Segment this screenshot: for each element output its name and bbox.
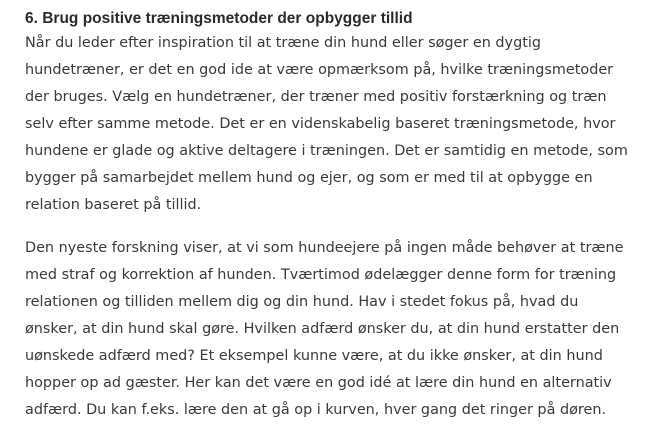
paragraph-line: relationen og tilliden mellem dig og din hund. Hav i stedet fokus på, hvad du	[25, 294, 579, 310]
paragraph-line: hopper op ad gæster. Her kan det være en god idé at lære din hund en alternativ	[25, 375, 612, 391]
paragraph-line: der bruges. Vælg en hundetræner, der træner med positiv forstærkning og træn	[25, 89, 607, 105]
paragraph-line: hundene er glade og aktive deltagere i træningen. Det er samtidig en metode, som	[25, 143, 628, 159]
paragraph-2	[25, 235, 665, 424]
paragraph-line: Den nyeste forskning viser, at vi som hundeejere på ingen måde behøver at træne	[25, 240, 624, 256]
paragraph-line: relation baseret på tillid.	[25, 197, 202, 213]
section-heading: 6. Brug positive træningsmetoder der opbygger tillid	[25, 10, 413, 27]
paragraph-line: ønsker, at din hund skal gøre. Hvilken adfærd ønsker du, at din hund erstatter den	[25, 321, 620, 337]
article-section	[25, 8, 665, 424]
paragraph-line: adfærd. Du kan f.eks. lære den at gå op i kurven, hver gang det ringer på døren.	[25, 402, 607, 418]
paragraph-1	[25, 30, 665, 219]
paragraph-line: selv efter samme metode. Det er en videnskabelig baseret træningsmetode, hvor	[25, 116, 616, 132]
paragraph-line: Når du leder efter inspiration til at træne din hund eller søger en dygtig	[25, 35, 541, 51]
paragraph-line: bygger på samarbejdet mellem hund og ejer, og som er med til at opbygge en	[25, 170, 593, 186]
paragraph-line: uønskede adfærd med? Et eksempel kunne være, at du ikke ønsker, at din hund	[25, 348, 603, 364]
paragraph-line: hundetræner, er det en god ide at være opmærksom på, hvilke træningsmetoder	[25, 62, 614, 78]
paragraph-line: med straf og korrektion af hunden. Tværtimod ødelægger denne form for træning	[25, 267, 617, 283]
